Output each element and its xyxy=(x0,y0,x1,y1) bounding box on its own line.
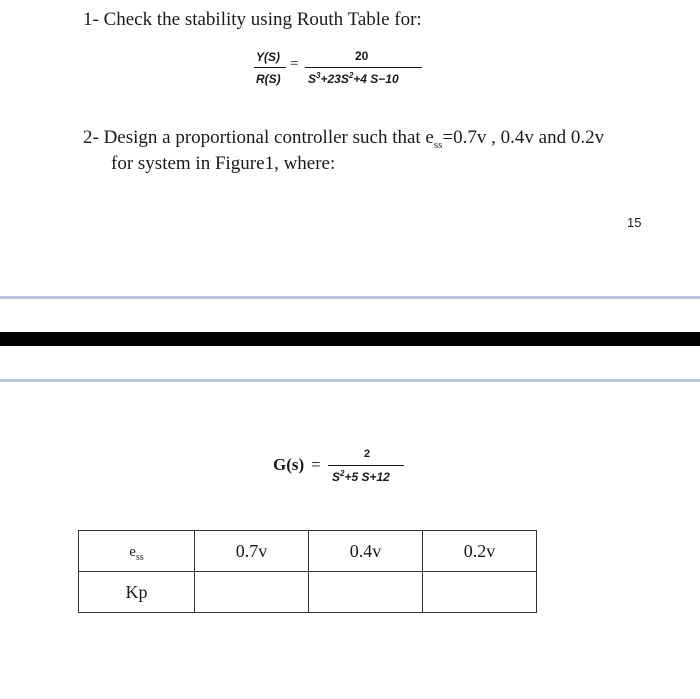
divider-thick xyxy=(0,332,700,346)
question-1 xyxy=(83,9,422,31)
table-cell-ess-2: 0.4v xyxy=(309,531,423,572)
question-2-number: 2- xyxy=(83,127,99,148)
tf-numerator-ys: Y(S) xyxy=(256,50,280,64)
question-1-text: Check the stability using Routh Table for: xyxy=(103,9,422,30)
question-2-line-2: for system in Figure1, where: xyxy=(111,153,336,174)
table-cell-kp-3[interactable] xyxy=(423,572,537,613)
divider-top xyxy=(0,296,700,299)
table-cell-kp-1[interactable] xyxy=(195,572,309,613)
table-row xyxy=(79,572,537,613)
plant-denominator: $S^2+5$ S+12 xyxy=(332,469,390,484)
table-cell-ess-3: 0.2v xyxy=(423,531,537,572)
tf-numerator-20: 20 xyxy=(355,49,369,63)
kp-table xyxy=(78,530,537,613)
question-2-line-1: 2- Design a proportional controller such that $e_{ss}=0.7v$ , 0.4v and 0.2v xyxy=(83,127,605,151)
table-cell-kp-2[interactable] xyxy=(309,572,423,613)
tf-denominator-rs: R(S) xyxy=(256,72,281,86)
question-1-number: 1- xyxy=(83,9,99,30)
table-cell-ess-1: 0.7v xyxy=(195,531,309,572)
page-number: 15 xyxy=(627,215,642,230)
plant-equals: = xyxy=(311,455,321,474)
tf-equals: = xyxy=(290,56,299,72)
table-cell-kp-label: Kp xyxy=(79,572,195,613)
divider-bottom xyxy=(0,379,700,382)
plant-fraction-bar xyxy=(328,465,404,466)
table-row xyxy=(79,531,537,572)
fraction-bar-left xyxy=(254,67,286,68)
fraction-bar-right xyxy=(305,67,422,68)
table-cell-ess-label: $e_{ss}$ xyxy=(79,531,195,572)
plant-label: G(s) xyxy=(273,455,305,474)
plant-numerator: 2 xyxy=(364,448,371,460)
tf-denominator-poly: $S^3+23S^2+4$ S−10 xyxy=(308,71,399,86)
